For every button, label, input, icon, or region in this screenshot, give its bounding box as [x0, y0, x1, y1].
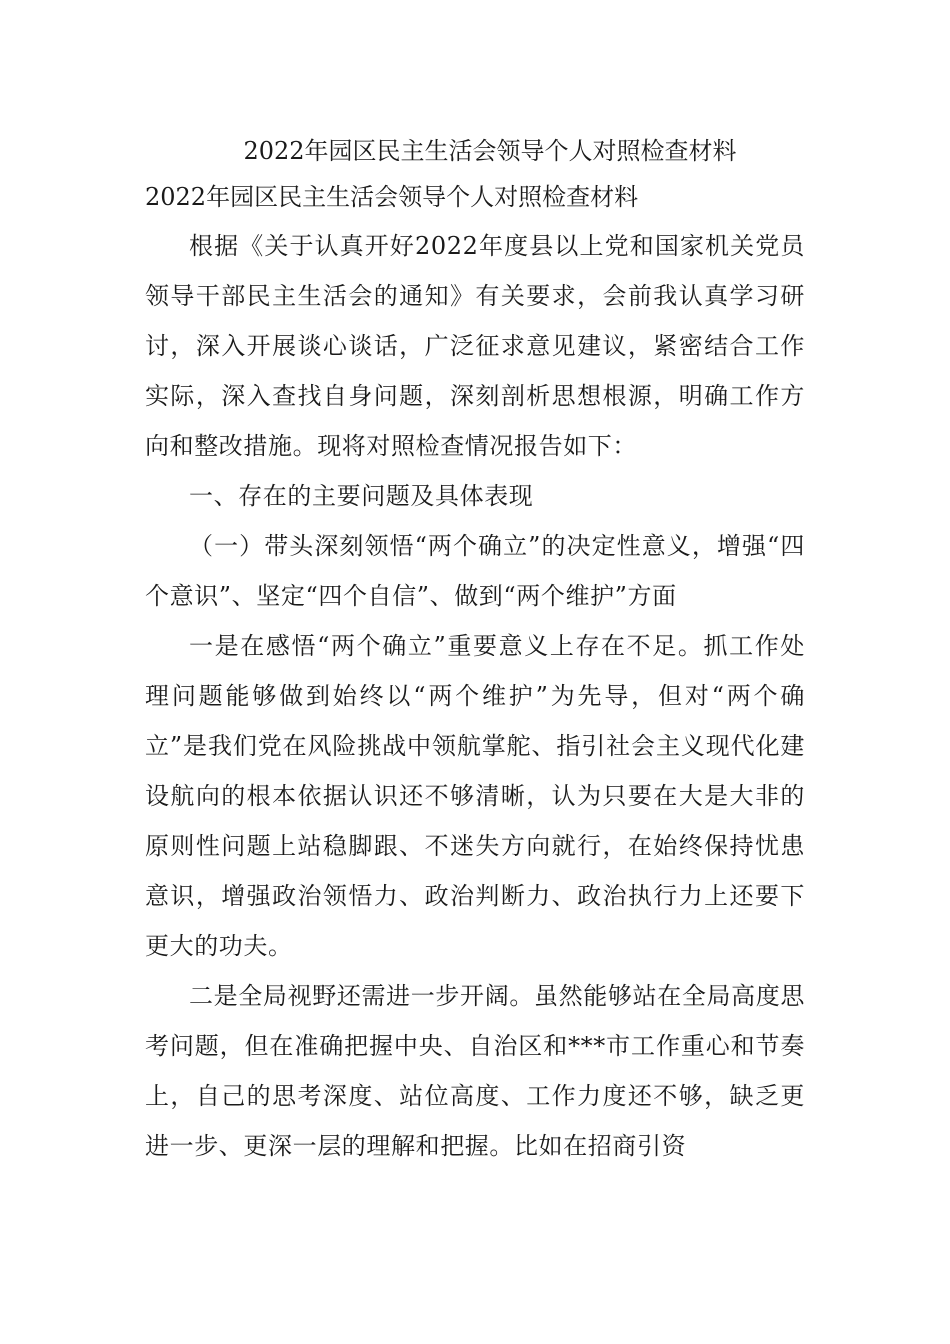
body-paragraph-2: 二是全局视野还需进一步开阔。虽然能够站在全局高度思考问题，但在准确把握中央、自治区和***市工作重心和节奏上，自己的思考深度、站位高度、工作力度还不够，缺乏更进一步、更深一层的理解和把握。比如在招商引资	[145, 982, 805, 1160]
document-body	[145, 129, 805, 1171]
document-title: 2022年园区民主生活会领导个人对照检查材料	[243, 137, 737, 165]
subsection-heading: （一）带头深刻领悟“两个确立”的决定性意义，增强“四个意识”、坚定“四个自信”、做到“两个维护”方面	[145, 532, 805, 610]
intro-paragraph: 根据《关于认真开好2022年度县以上党和国家机关党员领导干部民主生活会的通知》有关要求，会前我认真学习研讨，深入开展谈心谈话，广泛征求意见建议，紧密结合工作实际，深入查找自身问题，深刻剖析思想根源，明确工作方向和整改措施。现将对照检查情况报告如下：	[145, 232, 805, 460]
body-paragraph-1: 一是在感悟“两个确立”重要意义上存在不足。抓工作处理问题能够做到始终以“两个维护”为先导，但对“两个确立”是我们党在风险挑战中领航掌舵、指引社会主义现代化建设航向的根本依据认识还不够清晰，认为只要在大是大非的原则性问题上站稳脚跟、不迷失方向就行，在始终保持忧患意识，增强政治领悟力、政治判断力、政治执行力上还要下更大的功夫。	[145, 632, 805, 960]
section-heading: 一、存在的主要问题及具体表现	[189, 482, 534, 510]
document-subtitle: 2022年园区民主生活会领导个人对照检查材料	[145, 183, 639, 211]
